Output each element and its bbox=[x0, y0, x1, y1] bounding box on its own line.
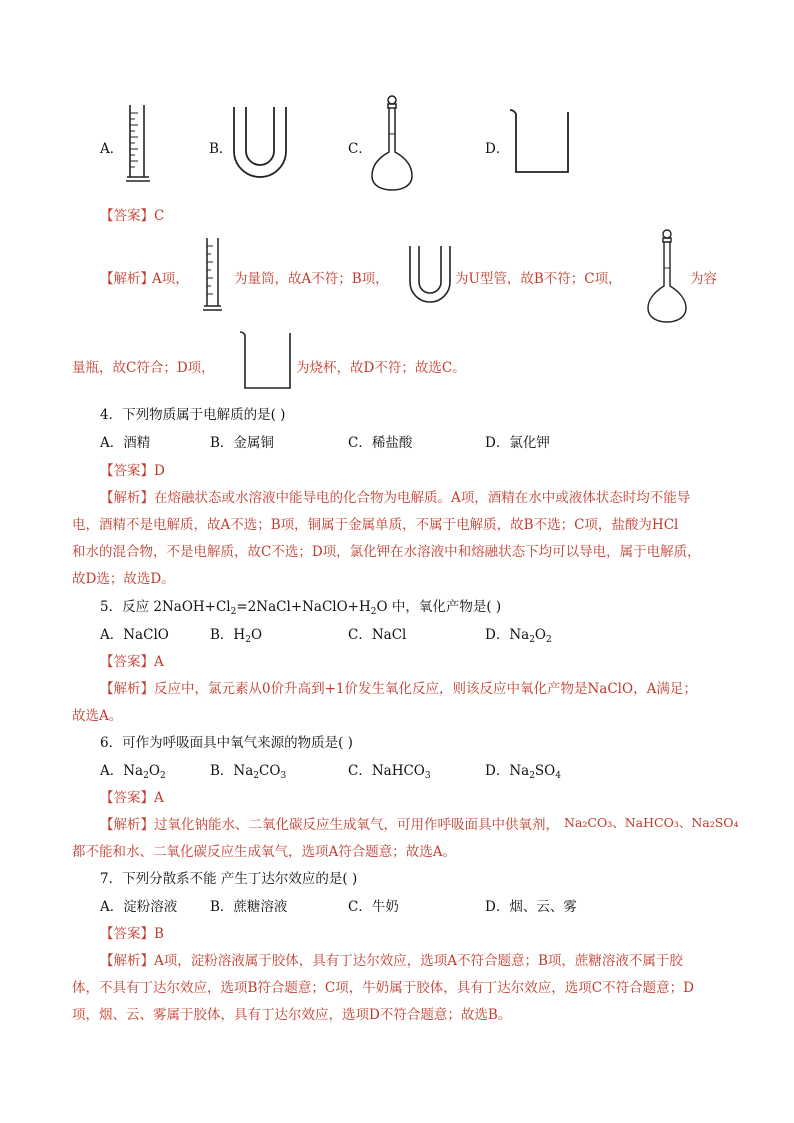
analysis-text: 过氧化钠能水、二氧化碳反应生成氧气，可用作呼吸面具中供氧剂， bbox=[154, 817, 559, 833]
q3-option-b-label: B． bbox=[209, 141, 233, 157]
subscript: 2 bbox=[546, 635, 552, 645]
analysis-tag: 【解析】 bbox=[100, 681, 154, 697]
analysis-text: 反应中，氯元素从0价升高到+1价发生氧化反应，则该反应中氧化产物是NaClO，A满足； bbox=[154, 681, 697, 697]
subscript: 2 bbox=[253, 771, 260, 781]
analysis-tag: 【解析】 bbox=[100, 490, 154, 506]
q5-analysis-line1 bbox=[100, 677, 697, 697]
q3-option-a-label: A． bbox=[100, 141, 124, 157]
q4-option-c: C．稀盐酸 bbox=[348, 435, 413, 451]
q5-stem-part: =2NaCl+NaClO+H bbox=[236, 599, 371, 615]
q5-option-c: C．NaCl bbox=[348, 627, 407, 643]
q5-analysis-line2: 故选A。 bbox=[72, 708, 123, 724]
option-text: O bbox=[148, 763, 160, 779]
subscript: 2 bbox=[245, 635, 251, 645]
option-text: O bbox=[534, 627, 546, 643]
answer-tag: 【答案】 bbox=[100, 208, 154, 224]
q7-option-c: C．牛奶 bbox=[348, 899, 399, 915]
subscript: 3 bbox=[424, 771, 431, 781]
analysis-text: A项，淀粉溶液属于胶体，具有丁达尔效应，选项A不符合题意；B项，蔗糖溶液不属于胶 bbox=[154, 953, 683, 969]
u-tube-icon bbox=[408, 246, 452, 304]
u-tube-icon bbox=[232, 107, 288, 179]
q3-analysis-b-desc: 为U型管，故B不符；C项， bbox=[455, 271, 622, 287]
q3-analysis-a: A项， bbox=[152, 271, 189, 287]
answer-value: A bbox=[154, 654, 164, 670]
q6-analysis-line1 bbox=[100, 813, 559, 833]
q7-option-d: D．烟、云、雾 bbox=[485, 899, 577, 915]
answer-tag: 【答案】 bbox=[100, 926, 154, 942]
q6-analysis-line2: 都不能和水、二氧化碳反应生成氧气，选项A符合题意；故选A。 bbox=[72, 844, 456, 860]
q3-option-d-label: D． bbox=[485, 141, 510, 157]
option-text: A．Na bbox=[100, 763, 144, 779]
beaker-icon bbox=[238, 330, 294, 392]
q4-option-a: A．酒精 bbox=[100, 435, 151, 451]
beaker-icon bbox=[508, 108, 574, 176]
subscript: 2 bbox=[230, 607, 237, 617]
q7-answer bbox=[100, 922, 164, 942]
q4-stem: 4．下列物质属于电解质的是( ) bbox=[100, 407, 286, 423]
q3-analysis-d-desc: 为烧杯，故D不符；故选C。 bbox=[296, 360, 466, 376]
option-text: CO bbox=[259, 763, 281, 779]
answer-value: D bbox=[154, 463, 165, 479]
analysis-tag: 【解析】 bbox=[100, 953, 154, 969]
subscript: 2 bbox=[159, 771, 166, 781]
q3-analysis-tag: 【解析】 bbox=[100, 271, 154, 287]
option-text: O bbox=[250, 627, 263, 643]
subscript: 3 bbox=[280, 771, 287, 781]
q7-option-a: A．淀粉溶液 bbox=[100, 899, 178, 915]
subscript: 2 bbox=[370, 607, 377, 617]
answer-tag: 【答案】 bbox=[100, 654, 154, 670]
option-text: B．Na bbox=[210, 763, 254, 779]
option-text: SO bbox=[534, 763, 556, 779]
volumetric-flask-icon bbox=[370, 94, 414, 192]
answer-tag: 【答案】 bbox=[100, 463, 154, 479]
q6-option-d bbox=[485, 759, 561, 781]
q4-analysis-line1 bbox=[100, 486, 690, 506]
q7-analysis-line2: 体，不具有丁达尔效应，选项B符合题意；C项，牛奶属于胶体，具有丁达尔效应，选项C不符合题意；D bbox=[72, 980, 694, 996]
q6-analysis-chem: Na₂CO₃、NaHCO₃、Na₂SO₄ bbox=[564, 815, 739, 830]
q5-option-d bbox=[485, 623, 552, 645]
q6-option-a bbox=[100, 759, 166, 781]
option-text: D．Na bbox=[485, 763, 530, 779]
q6-option-c bbox=[348, 759, 431, 781]
analysis-tag: 【解析】 bbox=[100, 817, 154, 833]
q5-stem-part: 5．反应 2NaOH+Cl bbox=[100, 599, 231, 615]
q7-stem: 7．下列分散系不能 产生丁达尔效应的是( ) bbox=[100, 871, 358, 887]
q4-analysis-line2: 电，酒精不是电解质，故A不选；B项，铜属于金属单质，不属于电解质，故B不选；C项，盐酸为HCl bbox=[72, 517, 679, 533]
q5-stem bbox=[100, 595, 501, 617]
q7-analysis-line3: 项，烟、云、雾属于胶体，具有丁达尔效应，选项D不符合题意；故选B。 bbox=[72, 1007, 512, 1023]
subscript: 2 bbox=[529, 635, 535, 645]
subscript: 4 bbox=[555, 771, 561, 781]
q3-answer bbox=[100, 204, 164, 224]
subscript: 2 bbox=[529, 771, 535, 781]
q4-option-d: D．氯化钾 bbox=[485, 435, 550, 451]
q7-analysis-line1 bbox=[100, 949, 683, 969]
q5-answer bbox=[100, 650, 164, 670]
q5-option-b bbox=[210, 623, 262, 645]
q4-analysis-line3: 和水的混合物，不是电解质，故C不选；D项，氯化钾在水溶液中和熔融状态下均可以导电，属于电解质， bbox=[72, 544, 701, 560]
volumetric-flask-icon bbox=[646, 228, 688, 324]
q4-analysis-line4: 故D选；故选D。 bbox=[72, 571, 175, 587]
graduated-cylinder-icon bbox=[202, 236, 224, 312]
graduated-cylinder-icon bbox=[124, 103, 154, 183]
answer-value: B bbox=[154, 926, 164, 942]
answer-tag: 【答案】 bbox=[100, 790, 154, 806]
q3-analysis-c-desc: 为容 bbox=[690, 271, 717, 287]
analysis-text: 在熔融状态或水溶液中能导电的化合物为电解质。A项，酒精在水中或液体状态时均不能导 bbox=[154, 490, 691, 506]
subscript: 2 bbox=[143, 771, 149, 781]
q4-answer bbox=[100, 459, 165, 479]
q5-stem-part: O 中，氧化产物是( ) bbox=[376, 599, 502, 615]
q6-answer bbox=[100, 786, 164, 806]
option-text: C．NaHCO bbox=[348, 763, 425, 779]
q3-analysis-a-desc: 为量筒，故A不符；B项， bbox=[234, 271, 389, 287]
q3-option-c-label: C． bbox=[348, 141, 372, 157]
answer-value: C bbox=[154, 208, 165, 224]
q4-option-b: B．金属铜 bbox=[210, 435, 274, 451]
q5-option-a: A．NaClO bbox=[100, 627, 169, 643]
q3-analysis-line2: 量瓶，故C符合；D项， bbox=[72, 360, 215, 376]
option-text: B．H bbox=[210, 627, 246, 643]
answer-value: A bbox=[154, 790, 164, 806]
q6-stem: 6．可作为呼吸面具中氧气来源的物质是( ) bbox=[100, 735, 353, 751]
q7-option-b: B．蔗糖溶液 bbox=[210, 899, 288, 915]
option-text: D．Na bbox=[485, 627, 530, 643]
q6-option-b bbox=[210, 759, 286, 781]
